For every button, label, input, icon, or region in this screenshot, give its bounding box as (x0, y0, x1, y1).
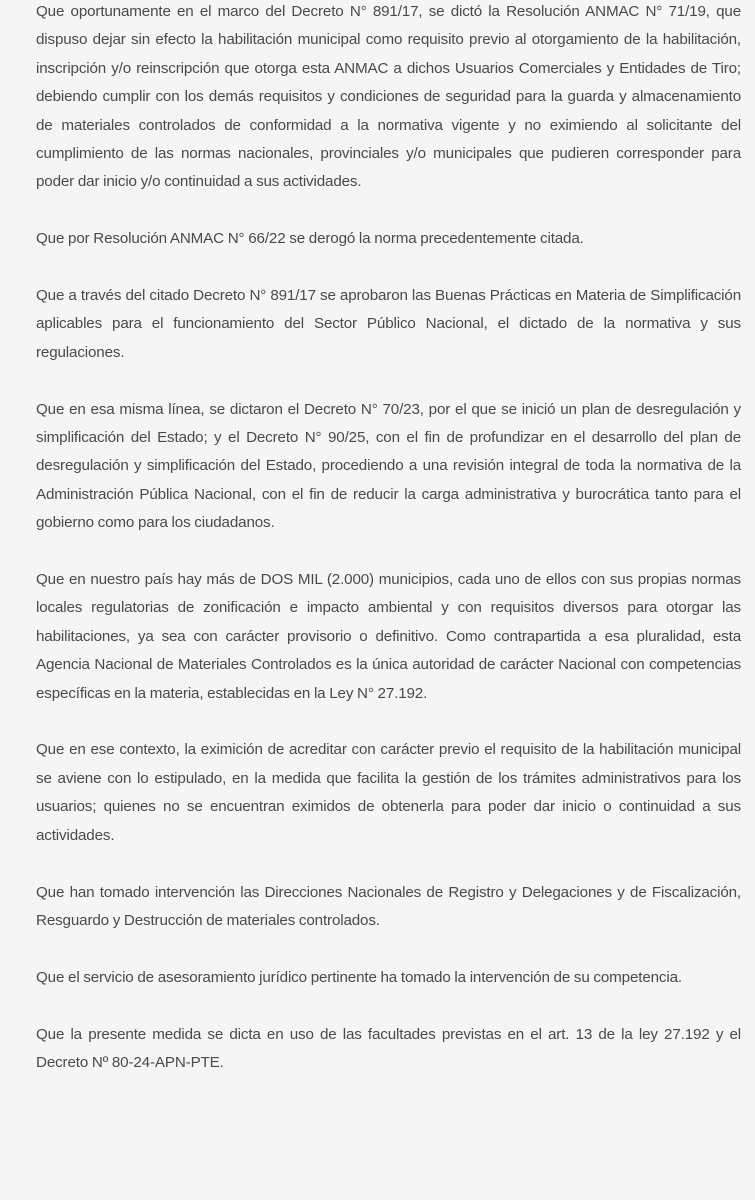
paragraph-4: Que en esa misma línea, se dictaron el Decreto N° 70/23, por el que se inició un plan de desregulación y simplificación del Estado; y el Decreto N° 90/25, con el fin de profundizar en el desarrollo del plan de desregulación y simplificación del Estado, procediendo a una revisión integral de toda la normativa de la Administración Pública Nacional, con el fin de reducir la carga administrativa y burocrática tanto para el gobierno como para los ciudadanos. (36, 400, 741, 532)
paragraph-2: Que por Resolución ANMAC N° 66/22 se derogó la norma precedentemente citada. (36, 230, 584, 248)
paragraph-6: Que en ese contexto, la eximición de acreditar con carácter previo el requisito de la habilitación municipal se aviene con lo estipulado, en la medida que facilita la gestión de los trámites administrativos para los usuarios; quienes no se encuentran eximidos de obtenerla para poder dar inicio o continuidad a sus actividades. (36, 741, 741, 844)
paragraph-1: Que oportunamente en el marco del Decreto N° 891/17, se dictó la Resolución ANMAC N° 71/19, que dispuso dejar sin efecto la habilitación municipal como requisito previo al otorgamiento de la habilitación, inscripción y/o reinscripción que otorga esta ANMAC a dichos Usuarios Comerciales y Entidades de Tiro; debiendo cumplir con los demás requisitos y condiciones de seguridad para la guarda y almacenamiento de materiales controlados de conformidad a la normativa vigente y no eximiendo al solicitante del cumplimiento de las normas nacionales, provinciales y/o municipales que pudieren corresponder para poder dar inicio y/o continuidad a sus actividades. (36, 3, 741, 191)
paragraph-5: Que en nuestro país hay más de DOS MIL (2.000) municipios, cada uno de ellos con sus propias normas locales regulatorias de zonificación e impacto ambiental y con requisitos diversos para otorgar las habilitaciones, ya sea con carácter provisorio o definitivo. Como contrapartida a esa pluralidad, esta Agencia Nacional de Materiales Controlados es la única autoridad de carácter Nacional con competencias específicas en la materia, establecidas en la Ley N° 27.192. (36, 571, 741, 702)
paragraph-8: Que el servicio de asesoramiento jurídico pertinente ha tomado la intervención de su competencia. (36, 968, 682, 986)
paragraph-7: Que han tomado intervención las Direcciones Nacionales de Registro y Delegaciones y de Fiscalización, Resguardo y Destrucción de materiales controlados. (36, 883, 741, 929)
paragraph-9: Que la presente medida se dicta en uso de las facultades previstas en el art. 13 de la ley 27.192 y el Decreto Nº 80-24-APN-PTE. (36, 1025, 741, 1071)
paragraph-3: Que a través del citado Decreto N° 891/17 se aprobaron las Buenas Prácticas en Materia de Simplificación aplicables para el funcionamiento del Sector Público Nacional, el dictado de la normativa y sus regulaciones. (36, 287, 741, 361)
